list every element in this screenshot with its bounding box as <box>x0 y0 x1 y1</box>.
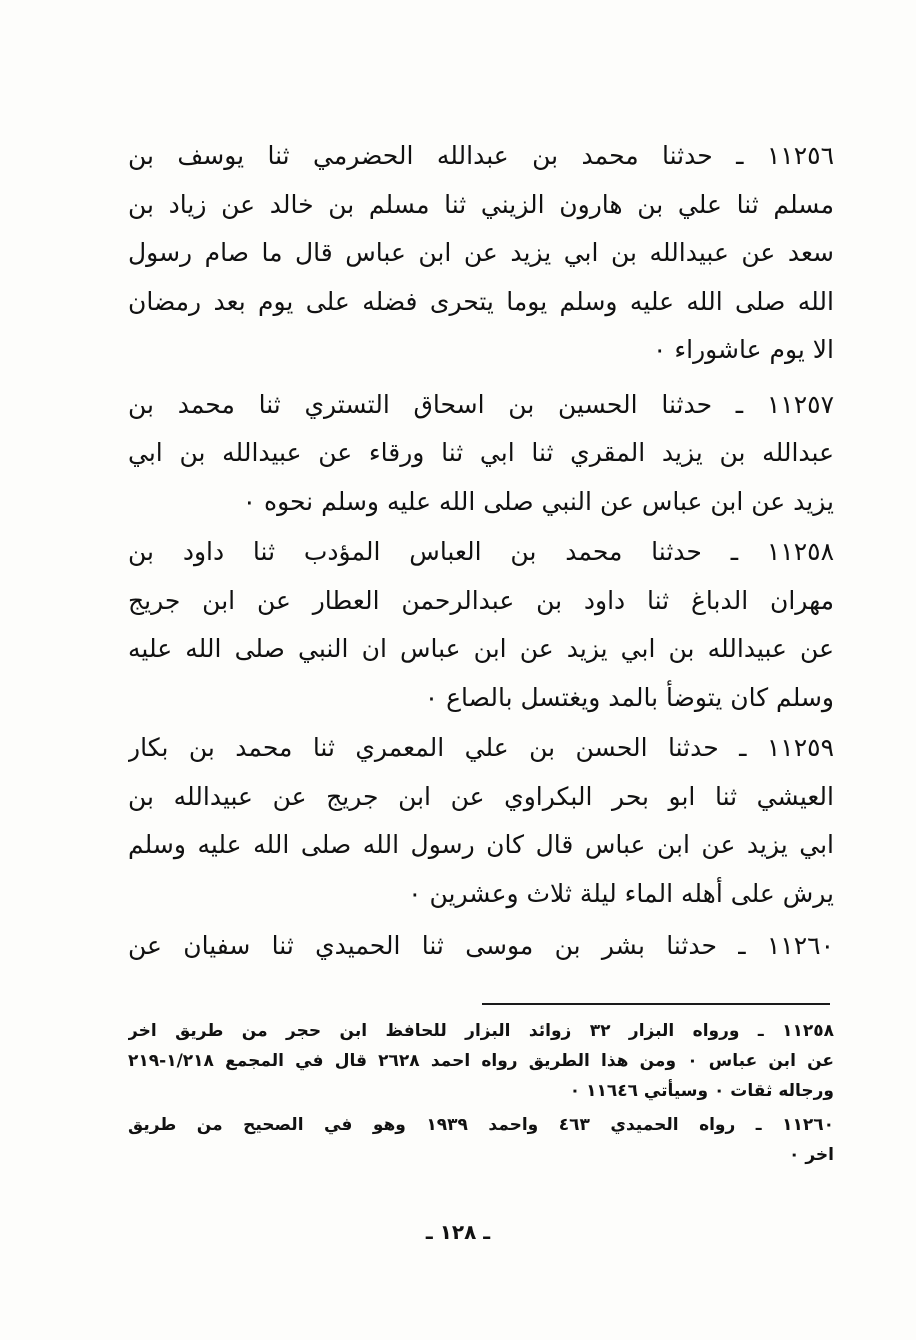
footnotes <box>128 1016 834 1170</box>
text-line: ابي يزيد عن ابن عباس قال كان رسول الله صلى الله عليه وسلم <box>128 830 834 859</box>
footnote-line: اخر ٠ <box>789 1145 834 1165</box>
text-line: الله صلى الله عليه وسلم يوما يتحرى فضله على يوم بعد رمضان <box>128 286 834 316</box>
text-line: عبدالله بن يزيد المقري ثنا ابي ثنا ورقاء عن عبيدالله بن ابي <box>128 438 834 467</box>
text-line: مهران الدباغ ثنا داود بن عبدالرحمن العطار عن ابن جريج <box>128 585 834 615</box>
text-line: الا يوم عاشوراء ٠ <box>652 335 834 364</box>
footnote-line: ١١٢٦٠ ـ رواه الحميدي ٤٦٣ واحمد ١٩٣٩ وهو في الصحيح من طريق <box>128 1115 834 1135</box>
footnote-line: ١١٢٥٨ ـ ورواه البزار ٣٢ زوائد البزار للحافظ ابن حجر من طريق اخر <box>128 1021 834 1041</box>
text-line: وسلم كان يتوضأ بالمد ويغتسل بالصاع ٠ <box>424 682 834 712</box>
main-text <box>128 132 834 971</box>
hadith-11258 <box>128 528 834 722</box>
footnote-line: ورجاله ثقات ٠ وسيأتي ١١٦٤٦ ٠ <box>569 1081 834 1101</box>
text-line: ١١٢٥٧ ـ حدثنا الحسين بن اسحاق التستري ثنا محمد بن <box>128 389 834 419</box>
text-line: ١١٢٥٦ ـ حدثنا محمد بن عبدالله الحضرمي ثنا يوسف بن <box>128 141 834 170</box>
footnote-11260 <box>128 1110 834 1170</box>
text-line: يزيد عن ابن عباس عن النبي صلى الله عليه وسلم نحوه ٠ <box>242 486 834 516</box>
page-number: ـ ١٢٨ ـ <box>425 1220 491 1244</box>
text-line: ١١٢٦٠ ـ حدثنا بشر بن موسى ثنا الحميدي ثنا سفيان عن <box>128 931 834 960</box>
text-line: مسلم ثنا علي بن هارون الزيني ثنا مسلم بن خالد عن زياد بن <box>128 189 834 219</box>
hadith-11259 <box>128 724 834 918</box>
text-line: العيشي ثنا ابو بحر البكراوي عن ابن جريج عن عبيدالله بن <box>128 781 834 811</box>
hadith-11256 <box>128 132 834 375</box>
text-line: ١١٢٥٨ ـ حدثنا محمد بن العباس المؤدب ثنا داود بن <box>128 537 834 566</box>
hadith-11257 <box>128 381 834 527</box>
footnote-line: عن ابن عباس ٠ ومن هذا الطريق رواه احمد ٢٦٢٨ قال في المجمع ١/٢١٨-٢١٩ <box>128 1051 834 1071</box>
footnote-separator <box>482 1003 830 1005</box>
text-line: سعد عن عبيدالله بن ابي يزيد عن ابن عباس قال ما صام رسول <box>128 238 834 267</box>
footnote-11258 <box>128 1016 834 1106</box>
text-line: يرش على أهله الماء ليلة ثلاث وعشرين ٠ <box>408 878 834 908</box>
hadith-11260 <box>128 922 834 971</box>
text-line: ١١٢٥٩ ـ حدثنا الحسن بن علي المعمري ثنا محمد بن بكار <box>128 733 834 762</box>
text-line: عن عبيدالله بن ابي يزيد عن ابن عباس ان النبي صلى الله عليه <box>128 634 834 663</box>
